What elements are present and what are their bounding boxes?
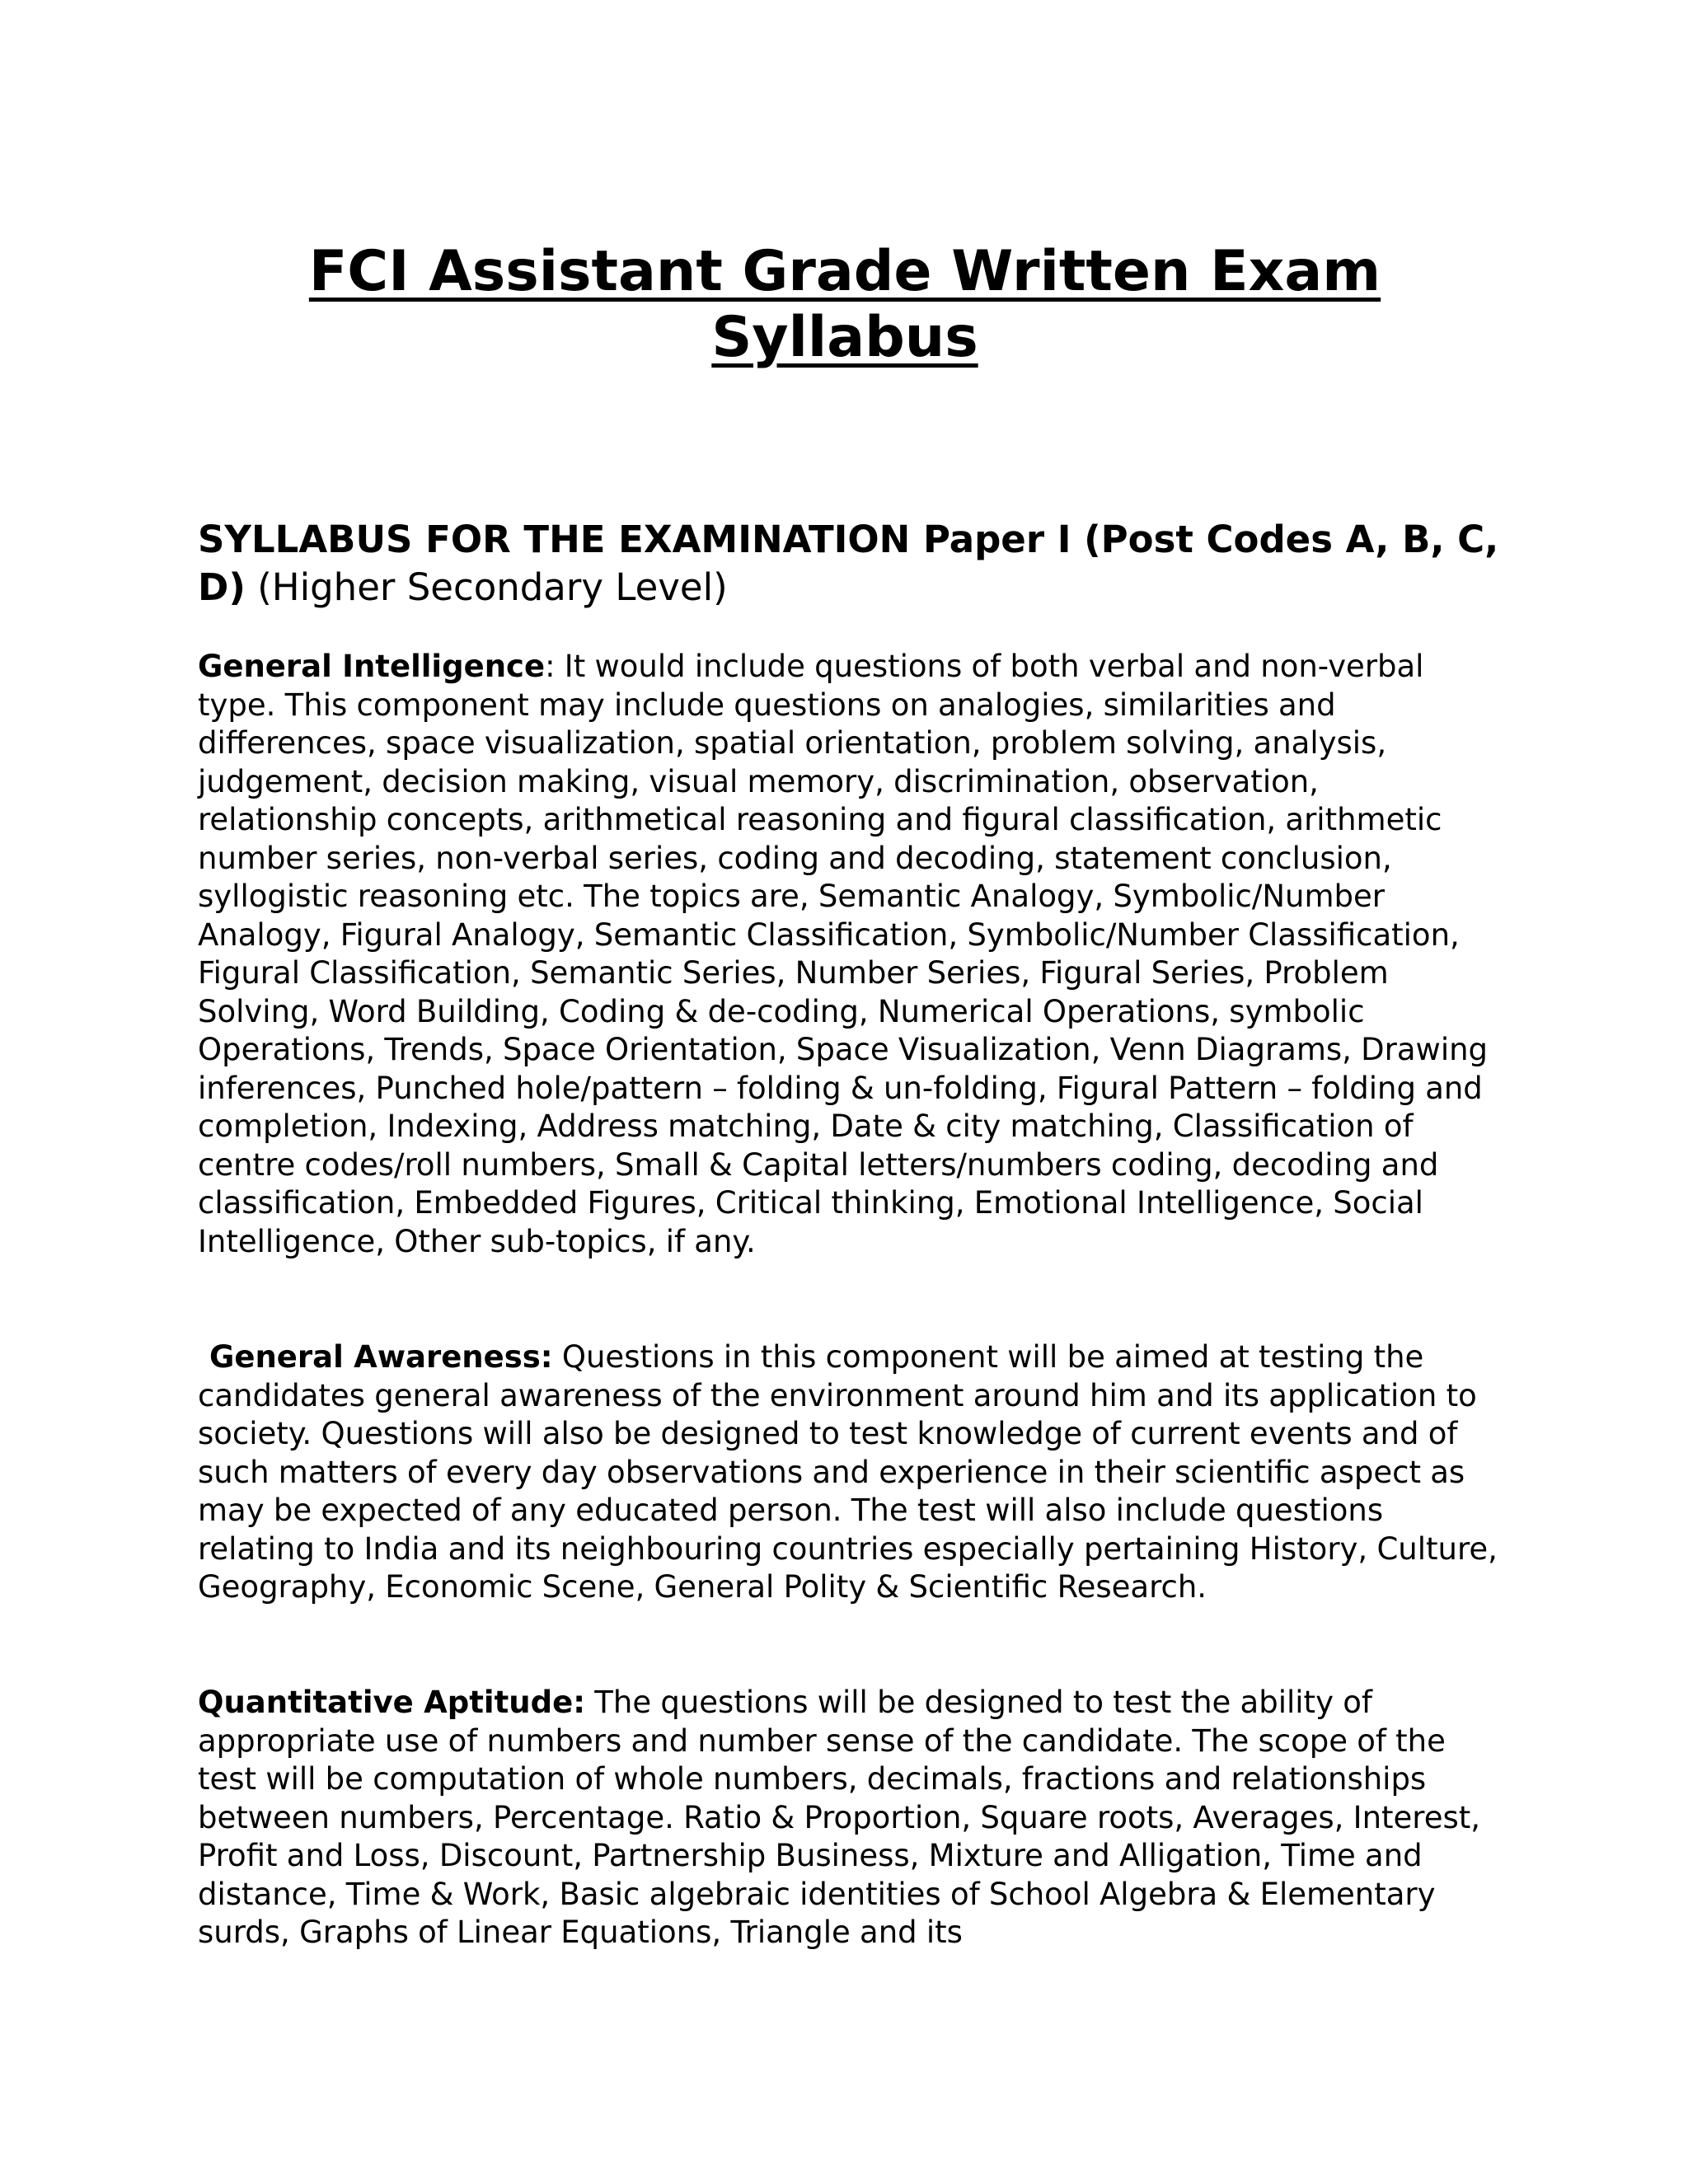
section-heading-bold: SYLLABUS FOR THE EXAMINATION Paper I (Post Codes A, B, C, D) <box>198 518 1499 609</box>
paragraph-label: Quantitative Aptitude: <box>198 1685 585 1720</box>
paragraph-text: The questions will be designed to test the ability of appropriate use of numbers and number sense of the candidate. The scope of the test will be computation of whole numbers, decimals, fractions and relationships between numbers, Percentage. Ratio & Proportion, Square roots, Averages, Interest, Profit and Loss, Discount, Partnership Business, Mixture and Alligation, Time and distance, Time & Work, Basic algebraic identities of School Algebra & Elementary surds, Graphs of Linear Equations, Triangle and its <box>198 1685 1481 1950</box>
paragraph-label: General Awareness: <box>209 1339 553 1375</box>
section-heading <box>198 516 1500 612</box>
section-heading-level: (Higher Secondary Level) <box>245 565 728 609</box>
paragraph-label: General Intelligence <box>198 649 546 684</box>
paragraph-general-awareness <box>198 1338 1500 1607</box>
paragraph-text: Questions in this component will be aimed at testing the candidates general awareness of the environment around him and its application to society. Questions will also be designed to test knowledge of current events and of such matters of every day observations and experience in their scientific aspect as may be expected of any educated person. The test will also include questions relating to India and its neighbouring countries especially pertaining History, Culture, Geography, Economic Scene, General Polity & Scientific Research. <box>198 1339 1498 1605</box>
paragraph-text: : It would include questions of both verbal and non-verbal type. This component may include questions on analogies, similarities and differences, space visualization, spatial orientation, problem solving, analysis, judgement, decision making, visual memory, discrimination, observation, relationship concepts, arithmetical reasoning and figural classification, arithmetic number series, non-verbal series, coding and decoding, statement conclusion, syllogistic reasoning etc. The topics are, Semantic Analogy, Symbolic/Number Analogy, Figural Analogy, Semantic Classification, Symbolic/Number Classification, Figural Classification, Semantic Series, Number Series, Figural Series, Problem Solving, Word Building, Coding & de-coding, Numerical Operations, symbolic Operations, Trends, Space Orientation, Space Visualization, Venn Diagrams, Drawing inferences, Punched hole/pattern – folding & un-folding, Figural Pattern – folding and completion, Indexing, Address matching, Date & city matching, Classification of centre codes/roll numbers, Small & Capital letters/numbers coding, decoding and classification, Embedded Figures, Critical thinking, Emotional Intelligence, Social Intelligence, Other sub-topics, if any. <box>198 649 1489 1259</box>
paragraph-general-intelligence <box>198 648 1500 1261</box>
page-title: FCI Assistant Grade Written Exam Syllabus <box>308 239 1381 370</box>
paragraph-quantitative-aptitude <box>198 1684 1500 1952</box>
